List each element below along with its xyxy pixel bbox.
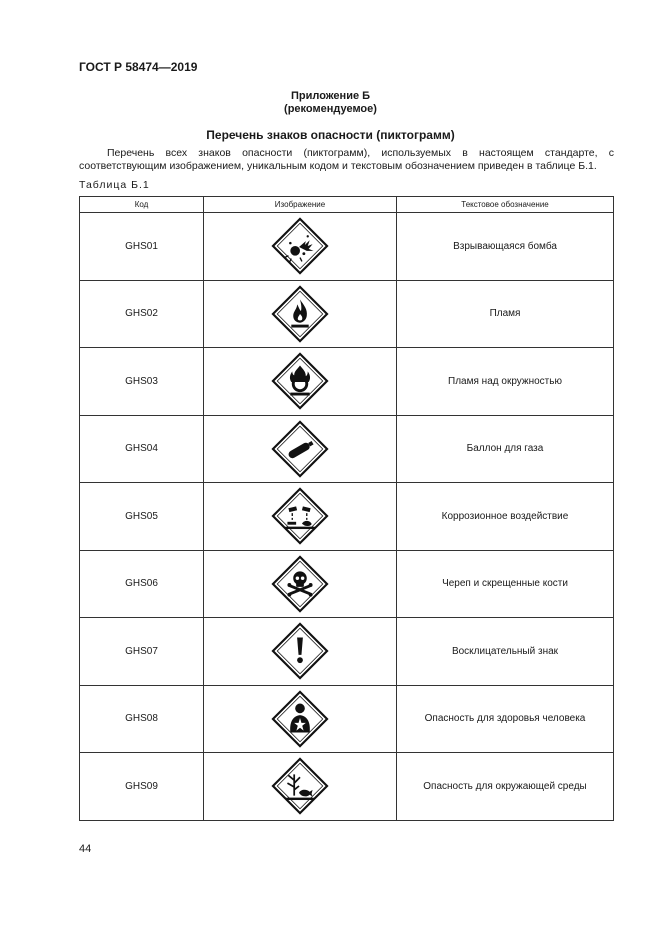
page-number: 44 (79, 843, 92, 855)
table-header-row (80, 197, 614, 213)
code-cell: GHS09 (80, 753, 204, 821)
table-row (80, 348, 614, 416)
flame-icon (271, 285, 329, 343)
header-code: Код (80, 197, 204, 213)
gas-cylinder-icon (271, 420, 329, 478)
table-row (80, 483, 614, 551)
image-cell (204, 550, 397, 618)
label-cell: Баллон для газа (397, 415, 614, 483)
intro-paragraph: Перечень всех знаков опасности (пиктограмм), используемых в настоящем стандарте, с соответствующим изображением, уникальным кодом и текстовым обозначением приведен в таблице Б.1. (79, 147, 614, 172)
environment-icon (271, 757, 329, 815)
flame-over-circle-icon (271, 352, 329, 410)
label-cell: Пламя (397, 280, 614, 348)
exploding-bomb-icon (271, 217, 329, 275)
section-title: Перечень знаков опасности (пиктограмм) (206, 128, 455, 142)
code-cell: GHS02 (80, 280, 204, 348)
table-row (80, 213, 614, 281)
label-cell: Коррозионное воздействие (397, 483, 614, 551)
table-row (80, 618, 614, 686)
image-cell (204, 685, 397, 753)
label-cell: Восклицательный знак (397, 618, 614, 686)
header-image: Изображение (204, 197, 397, 213)
health-hazard-icon (271, 690, 329, 748)
code-cell: GHS04 (80, 415, 204, 483)
annex-subtitle: (рекомендуемое) (284, 103, 377, 115)
table-caption: Таблица Б.1 (79, 179, 150, 191)
header-label: Текстовое обозначение (397, 197, 614, 213)
table-row (80, 685, 614, 753)
table-row (80, 550, 614, 618)
image-cell (204, 753, 397, 821)
table-row (80, 415, 614, 483)
label-cell: Опасность для здоровья человека (397, 685, 614, 753)
document-id: ГОСТ Р 58474—2019 (79, 60, 198, 74)
table-row (80, 753, 614, 821)
image-cell (204, 415, 397, 483)
annex-title: Приложение Б (290, 90, 371, 102)
code-cell: GHS03 (80, 348, 204, 416)
image-cell (204, 618, 397, 686)
label-cell: Череп и скрещенные кости (397, 550, 614, 618)
code-cell: GHS01 (80, 213, 204, 281)
label-cell: Взрывающаяся бомба (397, 213, 614, 281)
corrosion-icon (271, 487, 329, 545)
image-cell (204, 280, 397, 348)
image-cell (204, 213, 397, 281)
pictogram-table (79, 196, 614, 821)
label-cell: Опасность для окружающей среды (397, 753, 614, 821)
code-cell: GHS08 (80, 685, 204, 753)
image-cell (204, 348, 397, 416)
code-cell: GHS05 (80, 483, 204, 551)
image-cell (204, 483, 397, 551)
code-cell: GHS07 (80, 618, 204, 686)
table-row (80, 280, 614, 348)
label-cell: Пламя над окружностью (397, 348, 614, 416)
code-cell: GHS06 (80, 550, 204, 618)
skull-crossbones-icon (271, 555, 329, 613)
exclamation-mark-icon (271, 622, 329, 680)
